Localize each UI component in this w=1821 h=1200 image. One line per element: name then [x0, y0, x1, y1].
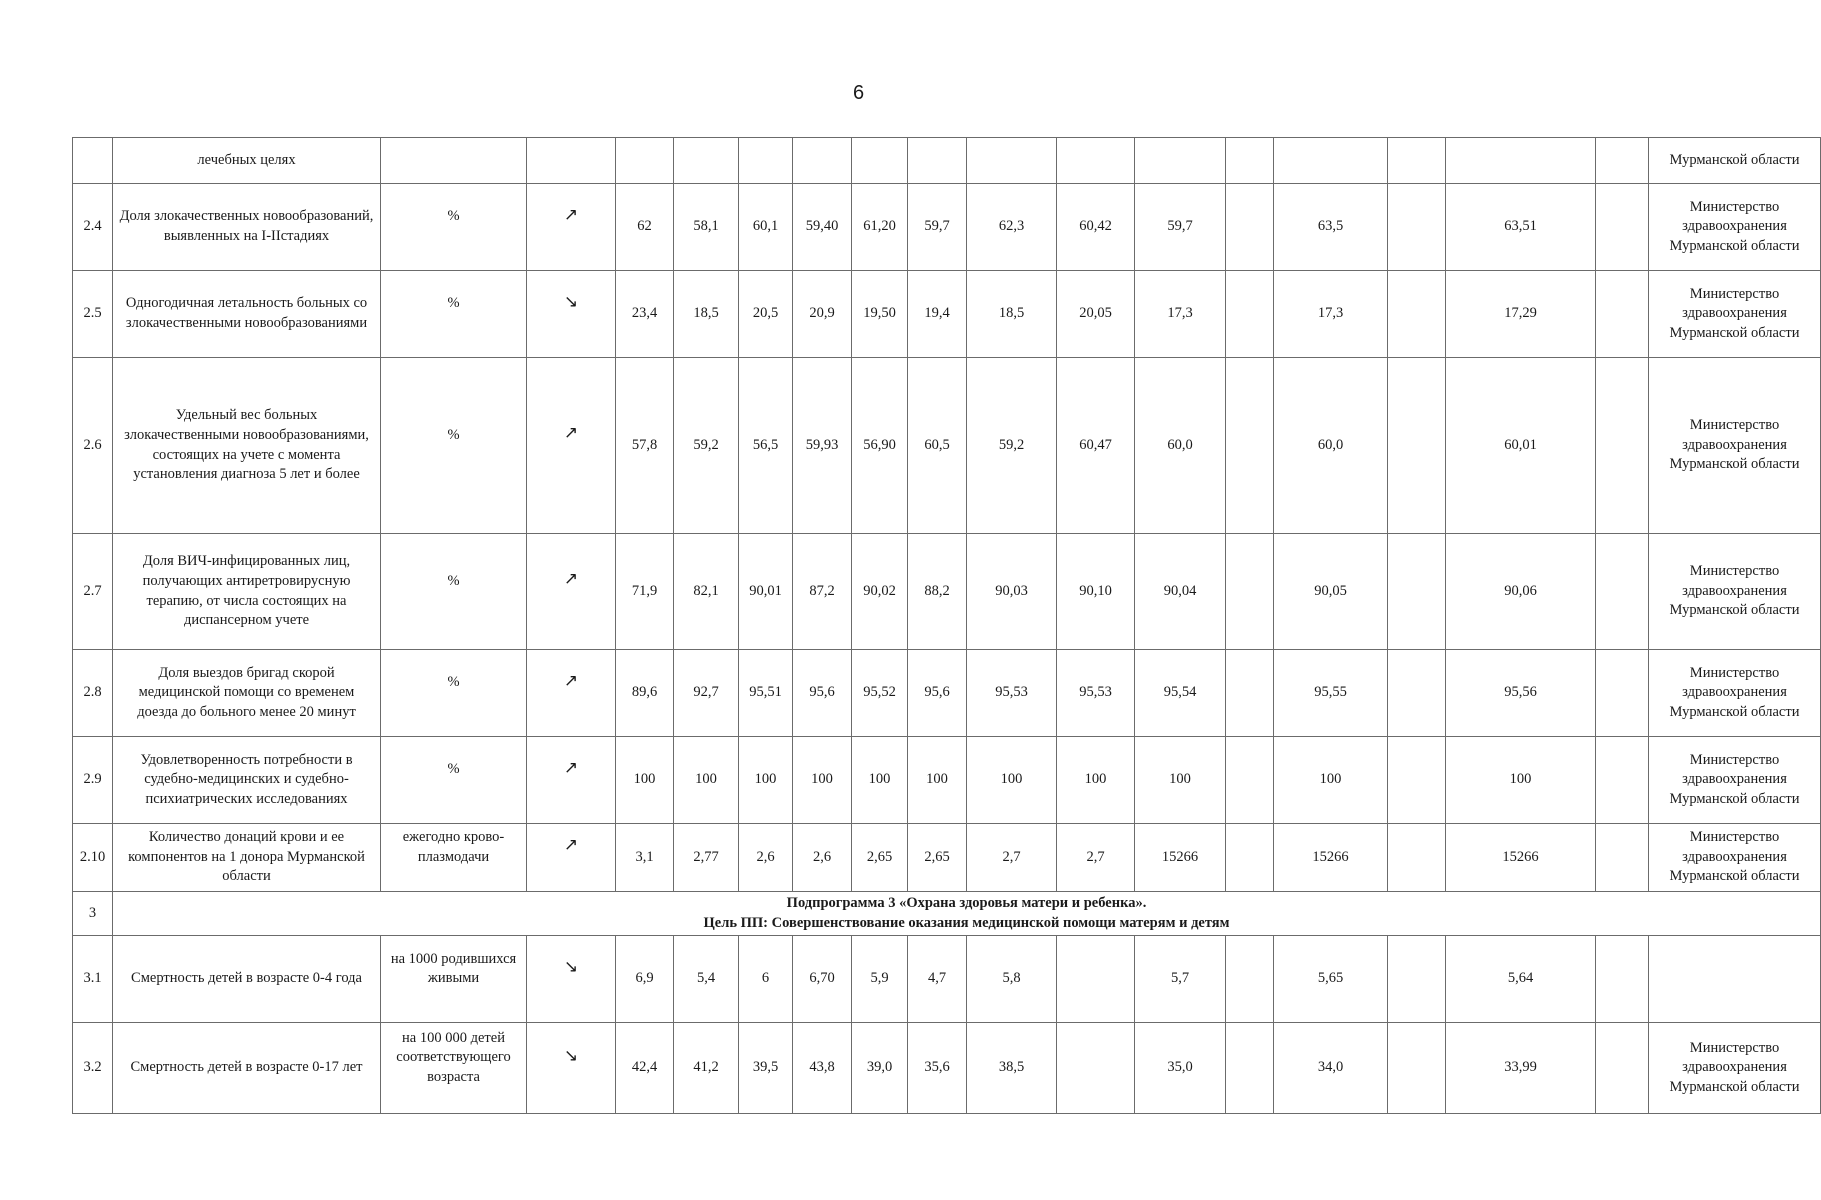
value-cell [1226, 358, 1274, 534]
row-number: 2.4 [73, 184, 113, 271]
value-cell: 59,2 [674, 358, 739, 534]
value-cell: 35,0 [1135, 1023, 1226, 1114]
value-cell [1596, 737, 1649, 824]
value-cell: 89,6 [616, 650, 674, 737]
value-cell: 17,29 [1446, 271, 1596, 358]
value-cell: 95,51 [739, 650, 793, 737]
value-cell: 43,8 [793, 1023, 852, 1114]
trend-cell [527, 650, 616, 737]
value-cell [1388, 737, 1446, 824]
value-cell: 95,53 [967, 650, 1057, 737]
trend-up-arrow-icon: ↗ [563, 835, 579, 856]
value-cell: 62,3 [967, 184, 1057, 271]
value-cell: 100 [616, 737, 674, 824]
value-cell: 2,6 [739, 824, 793, 892]
value-cell: 60,5 [908, 358, 967, 534]
value-cell [1596, 936, 1649, 1023]
value-cell: 95,55 [1274, 650, 1388, 737]
indicator-name: Удовлетворенность потребности в судебно-медицинских и судебно-психиатрических исследованиях [113, 737, 381, 824]
value-cell [1388, 271, 1446, 358]
trend-cell [527, 824, 616, 892]
value-cell: 20,5 [739, 271, 793, 358]
subprogram-row [73, 892, 1821, 936]
trend-down-arrow-icon: ↘ [563, 291, 579, 312]
trend-up-arrow-icon: ↗ [563, 204, 579, 225]
unit-label: на 100 000 детей соответствующего возраста [396, 1029, 511, 1085]
unit-cell [381, 271, 527, 358]
value-cell: 95,6 [908, 650, 967, 737]
trend-cell [527, 271, 616, 358]
row-number: 2.5 [73, 271, 113, 358]
value-cell: 19,4 [908, 271, 967, 358]
value-cell: 2,7 [967, 824, 1057, 892]
responsible-cell: Министерство здравоохранения Мурманской области [1649, 1023, 1821, 1114]
indicator-name: Доля выездов бригад скорой медицинской помощи со временем доезда до больного менее 20 минут [113, 650, 381, 737]
value-cell: 90,01 [739, 534, 793, 650]
value-cell: 100 [1274, 737, 1388, 824]
unit-cell [381, 1023, 527, 1114]
unit-label: ежегодно крово-плазмодачи [402, 828, 505, 865]
value-cell: 59,7 [1135, 184, 1226, 271]
value-cell [1226, 271, 1274, 358]
table-row [73, 737, 1821, 824]
responsible-cell: Министерство здравоохранения Мурманской области [1649, 534, 1821, 650]
value-cell [1226, 936, 1274, 1023]
value-cell: 100 [852, 737, 908, 824]
value-cell: 71,9 [616, 534, 674, 650]
value-cell: 34,0 [1274, 1023, 1388, 1114]
value-cell [1596, 1023, 1649, 1114]
trend-cell [527, 358, 616, 534]
value-cell [1388, 534, 1446, 650]
value-cell [1596, 184, 1649, 271]
table-row [73, 824, 1821, 892]
subprogram-title: Подпрограмма 3 «Охрана здоровья матери и ребенка». [786, 895, 1147, 911]
trend-cell [527, 737, 616, 824]
value-cell: 90,06 [1446, 534, 1596, 650]
unit-cell [381, 184, 527, 271]
unit-cell [381, 737, 527, 824]
table-row [73, 534, 1821, 650]
value-cell: 17,3 [1274, 271, 1388, 358]
value-cell: 100 [1135, 737, 1226, 824]
responsible-cell: Министерство здравоохранения Мурманской области [1649, 358, 1821, 534]
value-cell: 61,20 [852, 184, 908, 271]
unit-cell [381, 650, 527, 737]
value-cell: 63,51 [1446, 184, 1596, 271]
subprogram-number: 3 [73, 892, 113, 936]
value-cell: 60,0 [1274, 358, 1388, 534]
value-cell: 2,6 [793, 824, 852, 892]
table-row [73, 358, 1821, 534]
subprogram-heading [113, 892, 1821, 936]
value-cell [1226, 650, 1274, 737]
value-cell [1388, 824, 1446, 892]
value-cell [1596, 358, 1649, 534]
responsible-cell: Министерство здравоохранения Мурманской области [1649, 184, 1821, 271]
value-cell: 90,04 [1135, 534, 1226, 650]
value-cell: 59,93 [793, 358, 852, 534]
row-number: 2.9 [73, 737, 113, 824]
value-cell: 35,6 [908, 1023, 967, 1114]
table-row [73, 271, 1821, 358]
value-cell: 62 [616, 184, 674, 271]
value-cell: 2,7 [1057, 824, 1135, 892]
value-cell [1388, 650, 1446, 737]
value-cell: 6 [739, 936, 793, 1023]
responsible-cell: Министерство здравоохранения Мурманской области [1649, 824, 1821, 892]
row-number [73, 138, 113, 184]
indicators-group-2 [73, 184, 1821, 892]
value-cell [1388, 184, 1446, 271]
value-cell: 15266 [1274, 824, 1388, 892]
value-cell: 60,47 [1057, 358, 1135, 534]
value-cell: 95,52 [852, 650, 908, 737]
trend-cell [527, 1023, 616, 1114]
value-cell: 58,1 [674, 184, 739, 271]
value-cell: 33,99 [1446, 1023, 1596, 1114]
value-cell: 100 [967, 737, 1057, 824]
indicator-name: Удельный вес больных злокачественными новообразованиями, состоящих на учете с момента установления диагноза 5 лет и более [113, 358, 381, 534]
indicator-name: Смертность детей в возрасте 0-17 лет [113, 1023, 381, 1114]
value-cell [1596, 271, 1649, 358]
value-cell [1226, 737, 1274, 824]
value-cell: 100 [674, 737, 739, 824]
responsible-cell: Министерство здравоохранения Мурманской области [1649, 737, 1821, 824]
table-row [73, 184, 1821, 271]
value-cell [1388, 1023, 1446, 1114]
value-cell: 3,1 [616, 824, 674, 892]
table-row [73, 650, 1821, 737]
row-number: 3.2 [73, 1023, 113, 1114]
value-cell: 95,6 [793, 650, 852, 737]
value-cell: 88,2 [908, 534, 967, 650]
value-cell: 6,70 [793, 936, 852, 1023]
value-cell: 56,90 [852, 358, 908, 534]
row-number: 2.7 [73, 534, 113, 650]
value-cell: 95,56 [1446, 650, 1596, 737]
value-cell [1057, 936, 1135, 1023]
value-cell: 82,1 [674, 534, 739, 650]
value-cell: 90,10 [1057, 534, 1135, 650]
row-number: 2.6 [73, 358, 113, 534]
trend-down-arrow-icon: ↘ [563, 1045, 579, 1066]
row-number: 2.10 [73, 824, 113, 892]
value-cell [1226, 824, 1274, 892]
indicators-group-3 [73, 936, 1821, 1114]
value-cell [1388, 358, 1446, 534]
value-cell [1596, 534, 1649, 650]
value-cell: 90,03 [967, 534, 1057, 650]
indicator-name: Доля злокачественных новообразований, выявленных на I-IIстадиях [113, 184, 381, 271]
value-cell: 5,4 [674, 936, 739, 1023]
unit-label: % [447, 572, 460, 589]
indicator-name: Количество донаций крови и ее компонентов на 1 донора Мурманской области [113, 824, 381, 892]
value-cell: 100 [739, 737, 793, 824]
value-cell: 23,4 [616, 271, 674, 358]
value-cell: 60,01 [1446, 358, 1596, 534]
value-cell: 5,64 [1446, 936, 1596, 1023]
trend-cell [527, 184, 616, 271]
value-cell: 60,1 [739, 184, 793, 271]
value-cell: 20,05 [1057, 271, 1135, 358]
unit-cell [381, 534, 527, 650]
unit-label: на 1000 родившихся живыми [390, 950, 517, 987]
unit-cell [381, 936, 527, 1023]
value-cell: 42,4 [616, 1023, 674, 1114]
value-cell: 60,42 [1057, 184, 1135, 271]
unit-label: % [447, 208, 460, 225]
value-cell: 100 [793, 737, 852, 824]
value-cell: 2,77 [674, 824, 739, 892]
value-cell: 18,5 [674, 271, 739, 358]
trend-up-arrow-icon: ↗ [563, 670, 579, 691]
value-cell: 87,2 [793, 534, 852, 650]
value-cell: 90,02 [852, 534, 908, 650]
value-cell: 17,3 [1135, 271, 1226, 358]
value-cell [1057, 1023, 1135, 1114]
value-cell: 39,5 [739, 1023, 793, 1114]
trend-cell [527, 534, 616, 650]
value-cell: 2,65 [908, 824, 967, 892]
value-cell: 63,5 [1274, 184, 1388, 271]
value-cell [1226, 1023, 1274, 1114]
value-cell: 5,7 [1135, 936, 1226, 1023]
trend-up-arrow-icon: ↗ [563, 423, 579, 444]
unit-label: % [447, 295, 460, 312]
row-number: 2.8 [73, 650, 113, 737]
unit-label: % [447, 761, 460, 778]
value-cell: 15266 [1135, 824, 1226, 892]
indicator-name: Одногодичная летальность больных со злокачественными новообразованиями [113, 271, 381, 358]
table-row [73, 1023, 1821, 1114]
subprogram-goal: Цель ПП: Совершенствование оказания медицинской помощи матерям и детям [703, 914, 1230, 931]
value-cell: 2,65 [852, 824, 908, 892]
page-number: 6 [852, 82, 865, 104]
unit-cell [381, 358, 527, 534]
value-cell [1388, 936, 1446, 1023]
trend-up-arrow-icon: ↗ [563, 757, 579, 778]
value-cell: 95,53 [1057, 650, 1135, 737]
value-cell: 60,0 [1135, 358, 1226, 534]
unit-cell [381, 824, 527, 892]
unit-label: % [447, 426, 460, 443]
value-cell: 20,9 [793, 271, 852, 358]
value-cell: 90,05 [1274, 534, 1388, 650]
value-cell [1596, 650, 1649, 737]
value-cell: 95,54 [1135, 650, 1226, 737]
value-cell: 56,5 [739, 358, 793, 534]
row-number: 3.1 [73, 936, 113, 1023]
value-cell [1596, 824, 1649, 892]
value-cell: 5,65 [1274, 936, 1388, 1023]
trend-cell [527, 936, 616, 1023]
indicator-name: Смертность детей в возрасте 0-4 года [113, 936, 381, 1023]
indicators-table [72, 137, 1821, 1114]
value-cell: 92,7 [674, 650, 739, 737]
value-cell: 6,9 [616, 936, 674, 1023]
indicator-name: лечебных целях [113, 138, 381, 184]
value-cell: 5,8 [967, 936, 1057, 1023]
trend-up-arrow-icon: ↗ [563, 569, 579, 590]
value-cell: 59,7 [908, 184, 967, 271]
value-cell: 59,40 [793, 184, 852, 271]
value-cell: 38,5 [967, 1023, 1057, 1114]
value-cell: 15266 [1446, 824, 1596, 892]
responsible-cell [1649, 936, 1821, 1023]
unit-label: % [447, 674, 460, 691]
responsible-cell: Мурманской области [1649, 138, 1821, 184]
value-cell: 100 [1446, 737, 1596, 824]
value-cell: 18,5 [967, 271, 1057, 358]
responsible-cell: Министерство здравоохранения Мурманской области [1649, 650, 1821, 737]
value-cell [1226, 534, 1274, 650]
value-cell: 57,8 [616, 358, 674, 534]
trend-down-arrow-icon: ↘ [563, 956, 579, 977]
value-cell [1226, 184, 1274, 271]
value-cell: 19,50 [852, 271, 908, 358]
responsible-cell: Министерство здравоохранения Мурманской области [1649, 271, 1821, 358]
value-cell: 100 [1057, 737, 1135, 824]
value-cell: 4,7 [908, 936, 967, 1023]
value-cell: 5,9 [852, 936, 908, 1023]
table-row [73, 138, 1821, 184]
value-cell: 100 [908, 737, 967, 824]
value-cell: 39,0 [852, 1023, 908, 1114]
value-cell: 59,2 [967, 358, 1057, 534]
value-cell: 41,2 [674, 1023, 739, 1114]
table-row [73, 936, 1821, 1023]
indicator-name: Доля ВИЧ-инфицированных лиц, получающих антиретровирусную терапию, от числа состоящих на диспансерном учете [113, 534, 381, 650]
